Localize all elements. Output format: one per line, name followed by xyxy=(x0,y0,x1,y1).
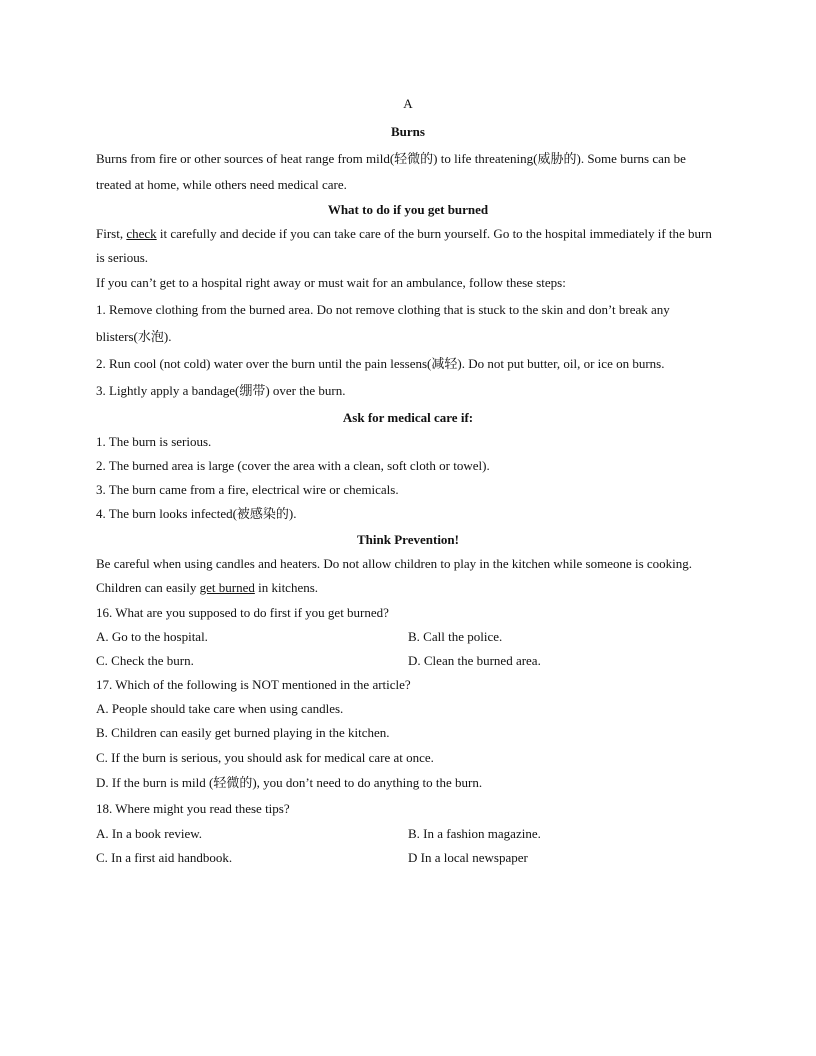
question-18-option-a: A. In a book review. xyxy=(96,826,203,841)
care-item-2: 2. The burned area is large (cover the area with a clean, soft cloth or towel). xyxy=(96,458,490,473)
step-1: 1. Remove clothing from the burned area. Do not remove clothing that is stuck to the skin and don’t break any blisters(水泡). xyxy=(96,302,670,344)
document-page xyxy=(96,92,720,870)
question-18-option-d: D In a local newspaper xyxy=(408,850,528,865)
question-16-options-row-2 xyxy=(96,649,720,673)
intro-paragraph: Burns from fire or other sources of heat range from mild(轻微的) to life threatening(威胁的). Some burns can be treated at home, while others need medical care. xyxy=(96,151,686,192)
passage-title: Burns xyxy=(391,124,425,139)
question-16-option-a: A. Go to the hospital. xyxy=(96,629,208,644)
question-16-option-d: D. Clean the burned area. xyxy=(408,653,541,668)
care-item-3: 3. The burn came from a fire, electrical wire or chemicals. xyxy=(96,482,399,497)
steps-intro: If you can’t get to a hospital right away or must wait for an ambulance, follow these steps: xyxy=(96,275,566,290)
prevention-paragraph xyxy=(96,552,720,600)
question-17-option-b: B. Children can easily get burned playing in the kitchen. xyxy=(96,725,390,740)
question-17-option-c: C. If the burn is serious, you should ask for medical care at once. xyxy=(96,750,434,765)
underlined-word-check: check xyxy=(126,226,157,241)
first-check-text-before: First, xyxy=(96,226,127,241)
question-16-options-row-1 xyxy=(96,625,720,649)
step-3: 3. Lightly apply a bandage(绷带) over the burn. xyxy=(96,383,346,398)
question-16-option-b: B. Call the police. xyxy=(408,629,503,644)
care-item-1: 1. The burn is serious. xyxy=(96,434,212,449)
question-18-option-c: C. In a first aid handbook. xyxy=(96,850,233,865)
section-heading-what-to-do: What to do if you get burned xyxy=(327,202,489,217)
question-18-options-row-1 xyxy=(96,822,720,846)
underlined-phrase-get-burned: get burned xyxy=(199,580,255,595)
prevention-text-after: in kitchens. xyxy=(254,580,319,595)
passage-label: A xyxy=(403,96,413,111)
first-check-text-after: it carefully and decide if you can take care of the burn yourself. Go to the hospital immediately if the burn is serious. xyxy=(96,226,712,265)
question-16-stem: 16. What are you supposed to do first if you get burned? xyxy=(96,605,389,620)
question-17-option-d: D. If the burn is mild (轻微的), you don’t need to do anything to the burn. xyxy=(96,775,483,790)
question-16-option-c: C. Check the burn. xyxy=(96,653,194,668)
question-18-options-row-2 xyxy=(96,846,720,870)
question-17-stem: 17. Which of the following is NOT mentioned in the article? xyxy=(96,677,411,692)
section-heading-prevention: Think Prevention! xyxy=(357,532,459,547)
step-2: 2. Run cool (not cold) water over the burn until the pain lessens(减轻). Do not put butter, oil, or ice on burns. xyxy=(96,356,665,371)
question-18-stem: 18. Where might you read these tips? xyxy=(96,801,290,816)
section-heading-medical-care: Ask for medical care if: xyxy=(342,410,474,425)
prevention-text-before: Be careful when using candles and heaters. Do not allow children to play in the kitchen while someone is cooking. Children can easily xyxy=(96,556,693,595)
care-item-4: 4. The burn looks infected(被感染的). xyxy=(96,506,297,521)
question-17-option-a: A. People should take care when using candles. xyxy=(96,701,344,716)
first-check-paragraph xyxy=(96,222,720,270)
question-18-option-b: B. In a fashion magazine. xyxy=(408,826,541,841)
